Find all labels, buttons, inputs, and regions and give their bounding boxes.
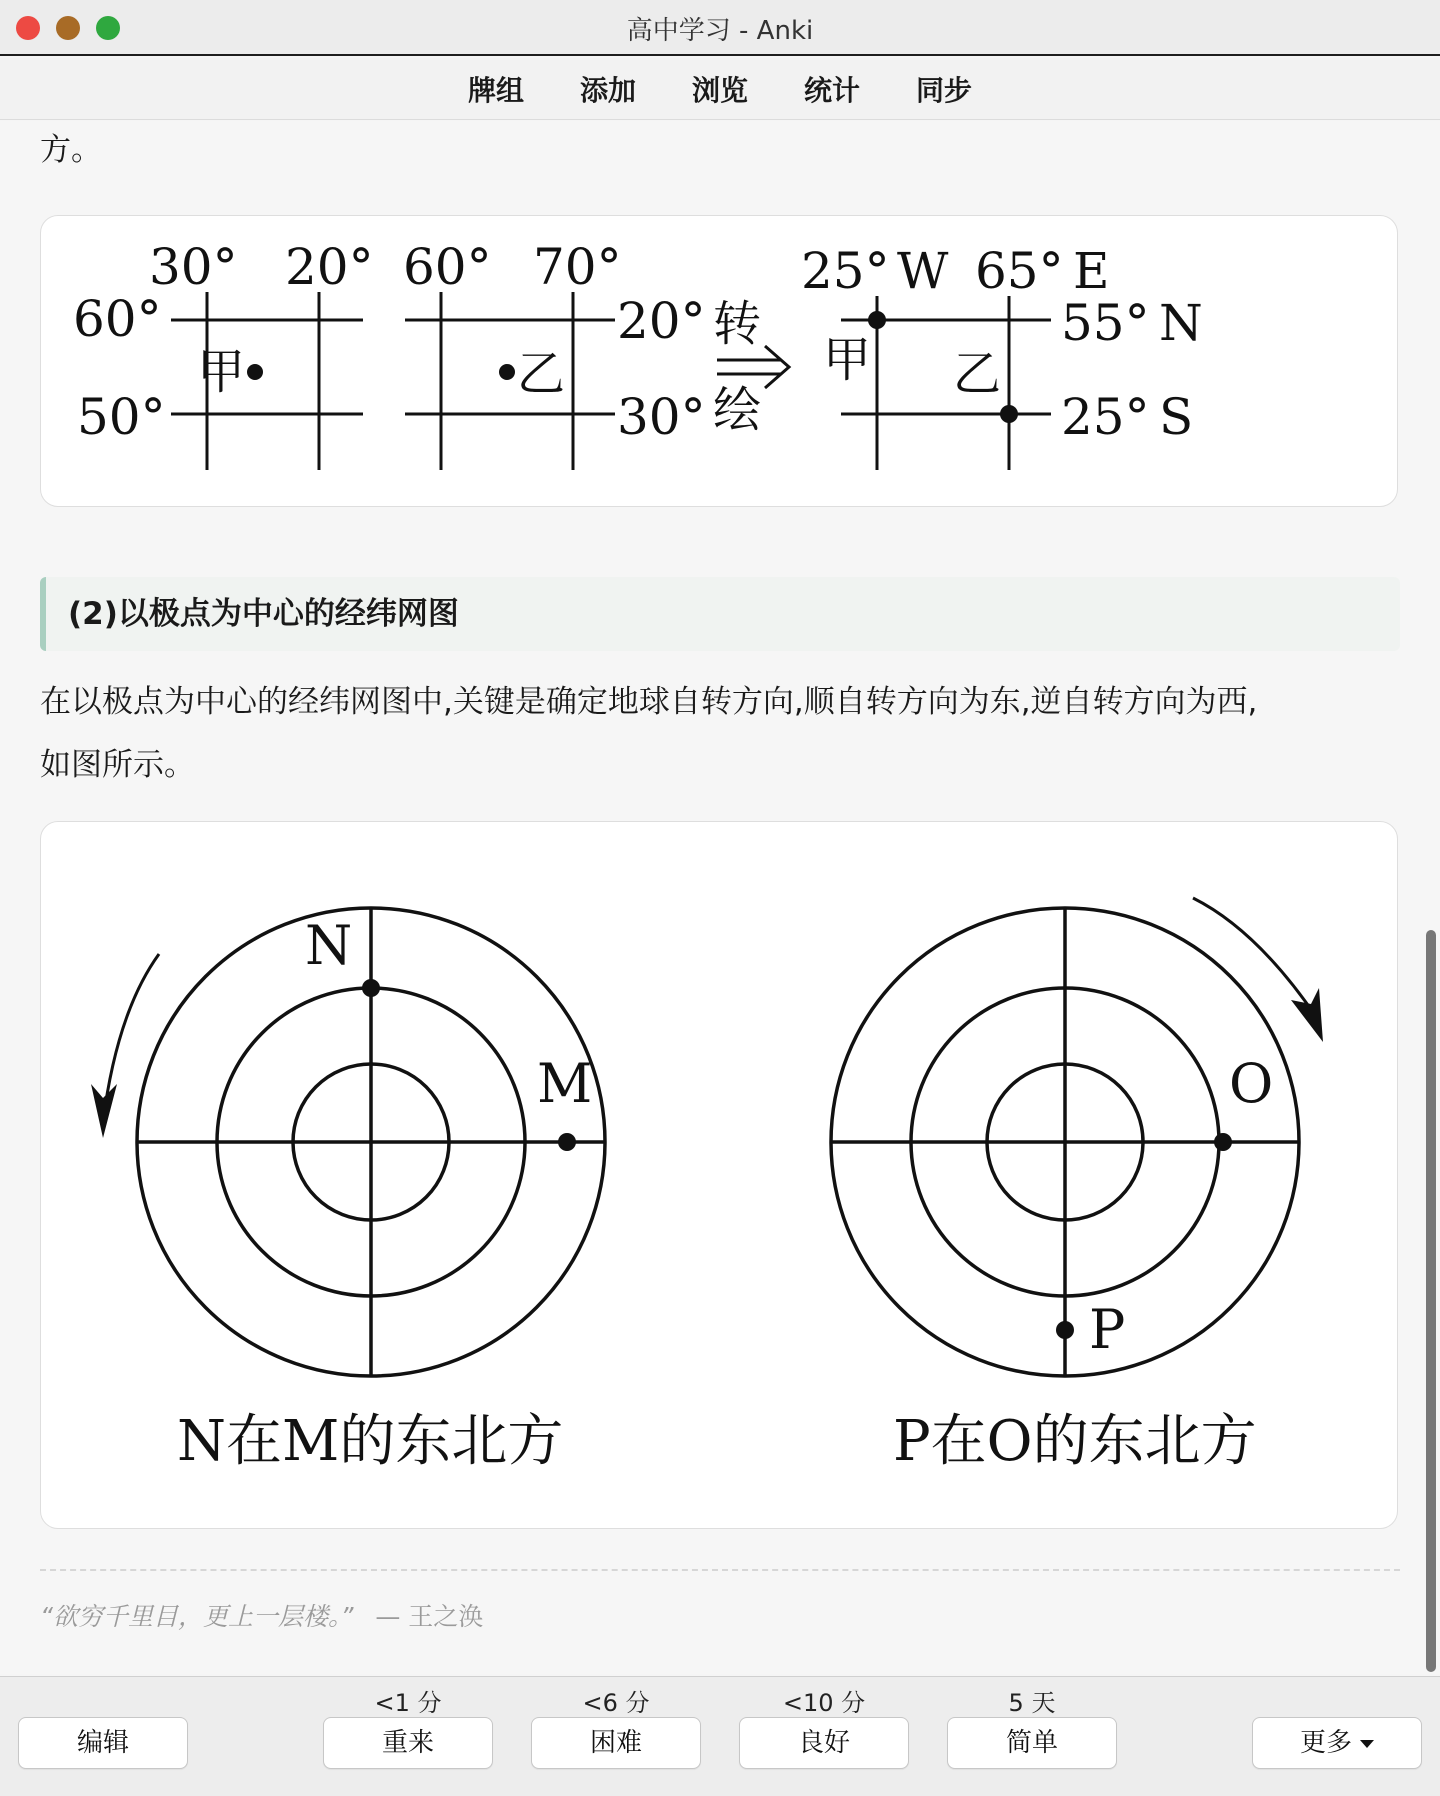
section-heading: (2)以极点为中心的经纬网图 [40,577,1400,651]
label-m: M [537,1052,593,1115]
quote [40,1597,483,1633]
label-p: P [1089,1298,1126,1361]
middle-lon-label-2: 70° [533,238,622,296]
left-polar-caption: N在M的东北方 [177,1409,564,1474]
point-jia-left [247,364,263,380]
left-lat-label-2: 50° [77,388,166,446]
right-point-label-jia: 甲 [823,332,872,388]
middle-lat-label-1: 20° [617,292,706,350]
card-content [0,121,1424,1674]
left-lon-label-1: 30° [149,238,238,296]
easy-button[interactable]: 简单 [947,1717,1117,1769]
paragraph-line-2: 如图所示。 [40,747,195,783]
paragraph-line-1: 在以极点为中心的经纬网图中,关键是确定地球自转方向,顺自转方向为东,逆自转方向为西, [40,684,1258,720]
point-yi-middle [499,364,515,380]
more-button-label: 更多 [1299,1728,1352,1758]
right-lon-label-1: 25° [801,242,890,300]
interval-good: <10 分 [782,1689,866,1717]
point-n [362,979,380,997]
interval-easy: 5 天 [1008,1689,1056,1717]
answer-bar [0,1676,1440,1796]
arrow-label-bottom: 绘 [713,382,762,438]
toolbar-browse[interactable]: 浏览 [691,73,748,107]
window-title: 高中学习 - Anki [626,16,814,46]
point-yi-right [1000,405,1018,423]
toolbar-stats[interactable]: 统计 [804,73,861,107]
right-lat-label-s: S [1159,388,1194,446]
label-o: O [1229,1052,1274,1115]
polar-grid-figure [41,822,1399,1530]
good-button[interactable]: 良好 [739,1717,909,1769]
right-polar-caption: P在O的东北方 [893,1409,1257,1474]
main-toolbar [0,58,1440,120]
again-button[interactable]: 重来 [323,1717,493,1769]
quote-text: “欲穷千里目，更上一层楼。” [40,1602,354,1631]
point-p [1056,1321,1074,1339]
right-grid [801,242,1203,470]
quote-author: — 王之涣 [375,1602,484,1631]
content-divider [40,1569,1400,1571]
point-o [1214,1133,1232,1151]
point-m [558,1133,576,1151]
left-point-label: 甲 [197,344,246,400]
grid-figure-card [40,215,1398,507]
conversion-arrow [713,296,789,438]
middle-lat-label-2: 30° [617,388,706,446]
arrow-label-top: 转 [713,296,762,352]
right-lat-label-1: 55° [1061,294,1150,352]
polar-figure-card [40,821,1398,1529]
middle-point-label: 乙 [517,346,566,402]
hard-button[interactable]: 困难 [531,1717,701,1769]
interval-hard: <6 分 [582,1689,650,1717]
right-lat-label-n: N [1159,294,1203,352]
caret-down-icon [1360,1740,1374,1748]
more-button[interactable] [1252,1717,1422,1769]
middle-lon-label-1: 60° [403,238,492,296]
middle-grid [403,238,706,470]
right-lon-label-2: 65° [975,242,1064,300]
right-polar-diagram [831,898,1323,1474]
scrollbar-thumb[interactable] [1426,930,1436,1672]
right-point-label-yi: 乙 [953,346,1002,402]
right-lon-label-e: E [1073,242,1110,300]
toolbar-sync[interactable]: 同步 [916,73,973,107]
toolbar-decks[interactable]: 牌组 [467,73,524,107]
grid-conversion-figure [41,216,1399,508]
toolbar-add[interactable]: 添加 [579,73,636,107]
label-n: N [305,914,353,977]
edit-button[interactable]: 编辑 [18,1717,188,1769]
left-lon-label-2: 20° [285,238,374,296]
left-grid [73,238,374,470]
point-jia-right [868,311,886,329]
interval-again: <1 分 [374,1689,442,1717]
left-polar-diagram [91,908,605,1474]
left-lat-label-1: 60° [73,290,162,348]
title-bar [0,0,1440,56]
right-lon-label-w: W [897,242,949,300]
lead-text: 方。 [40,132,102,168]
right-lat-label-2: 25° [1061,388,1150,446]
